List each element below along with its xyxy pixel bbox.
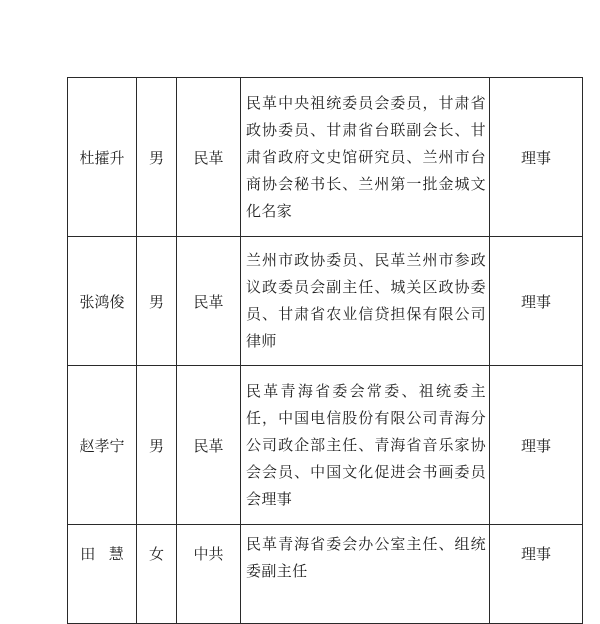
member-role: 理事 [490, 525, 583, 624]
member-gender: 女 [137, 525, 177, 624]
member-party: 民革 [177, 366, 241, 525]
member-name: 赵孝宁 [68, 366, 137, 525]
member-gender: 男 [137, 237, 177, 366]
table-row [68, 237, 583, 366]
table-row [68, 366, 583, 525]
member-role: 理事 [490, 78, 583, 237]
member-gender: 男 [137, 78, 177, 237]
member-gender: 男 [137, 366, 177, 525]
member-party: 民革 [177, 237, 241, 366]
member-role: 理事 [490, 366, 583, 525]
member-name-text: 田慧 [80, 545, 138, 563]
member-name [68, 525, 137, 624]
table-row [68, 78, 583, 237]
member-role: 理事 [490, 237, 583, 366]
member-name: 张鸿俊 [68, 237, 137, 366]
member-name: 杜攉升 [68, 78, 137, 237]
member-duties: 民革青海省委会办公室主任、组统委副主任 [241, 525, 490, 624]
member-party: 中共 [177, 525, 241, 624]
member-duties: 民革青海省委会常委、祖统委主任，中国电信股份有限公司青海分公司政企部主任、青海省音乐家协会会员、中国文化促进会书画委员会理事 [241, 366, 490, 525]
member-duties: 兰州市政协委员、民革兰州市参政议政委员会副主任、城关区政协委员、甘肃省农业信贷担保有限公司律师 [241, 237, 490, 366]
member-table [67, 77, 583, 624]
member-duties: 民革中央祖统委员会委员，甘肃省政协委员、甘肃省台联副会长、甘肃省政府文史馆研究员、兰州市台商协会秘书长、兰州第一批金城文化名家 [241, 78, 490, 237]
member-party: 民革 [177, 78, 241, 237]
table-row [68, 525, 583, 624]
